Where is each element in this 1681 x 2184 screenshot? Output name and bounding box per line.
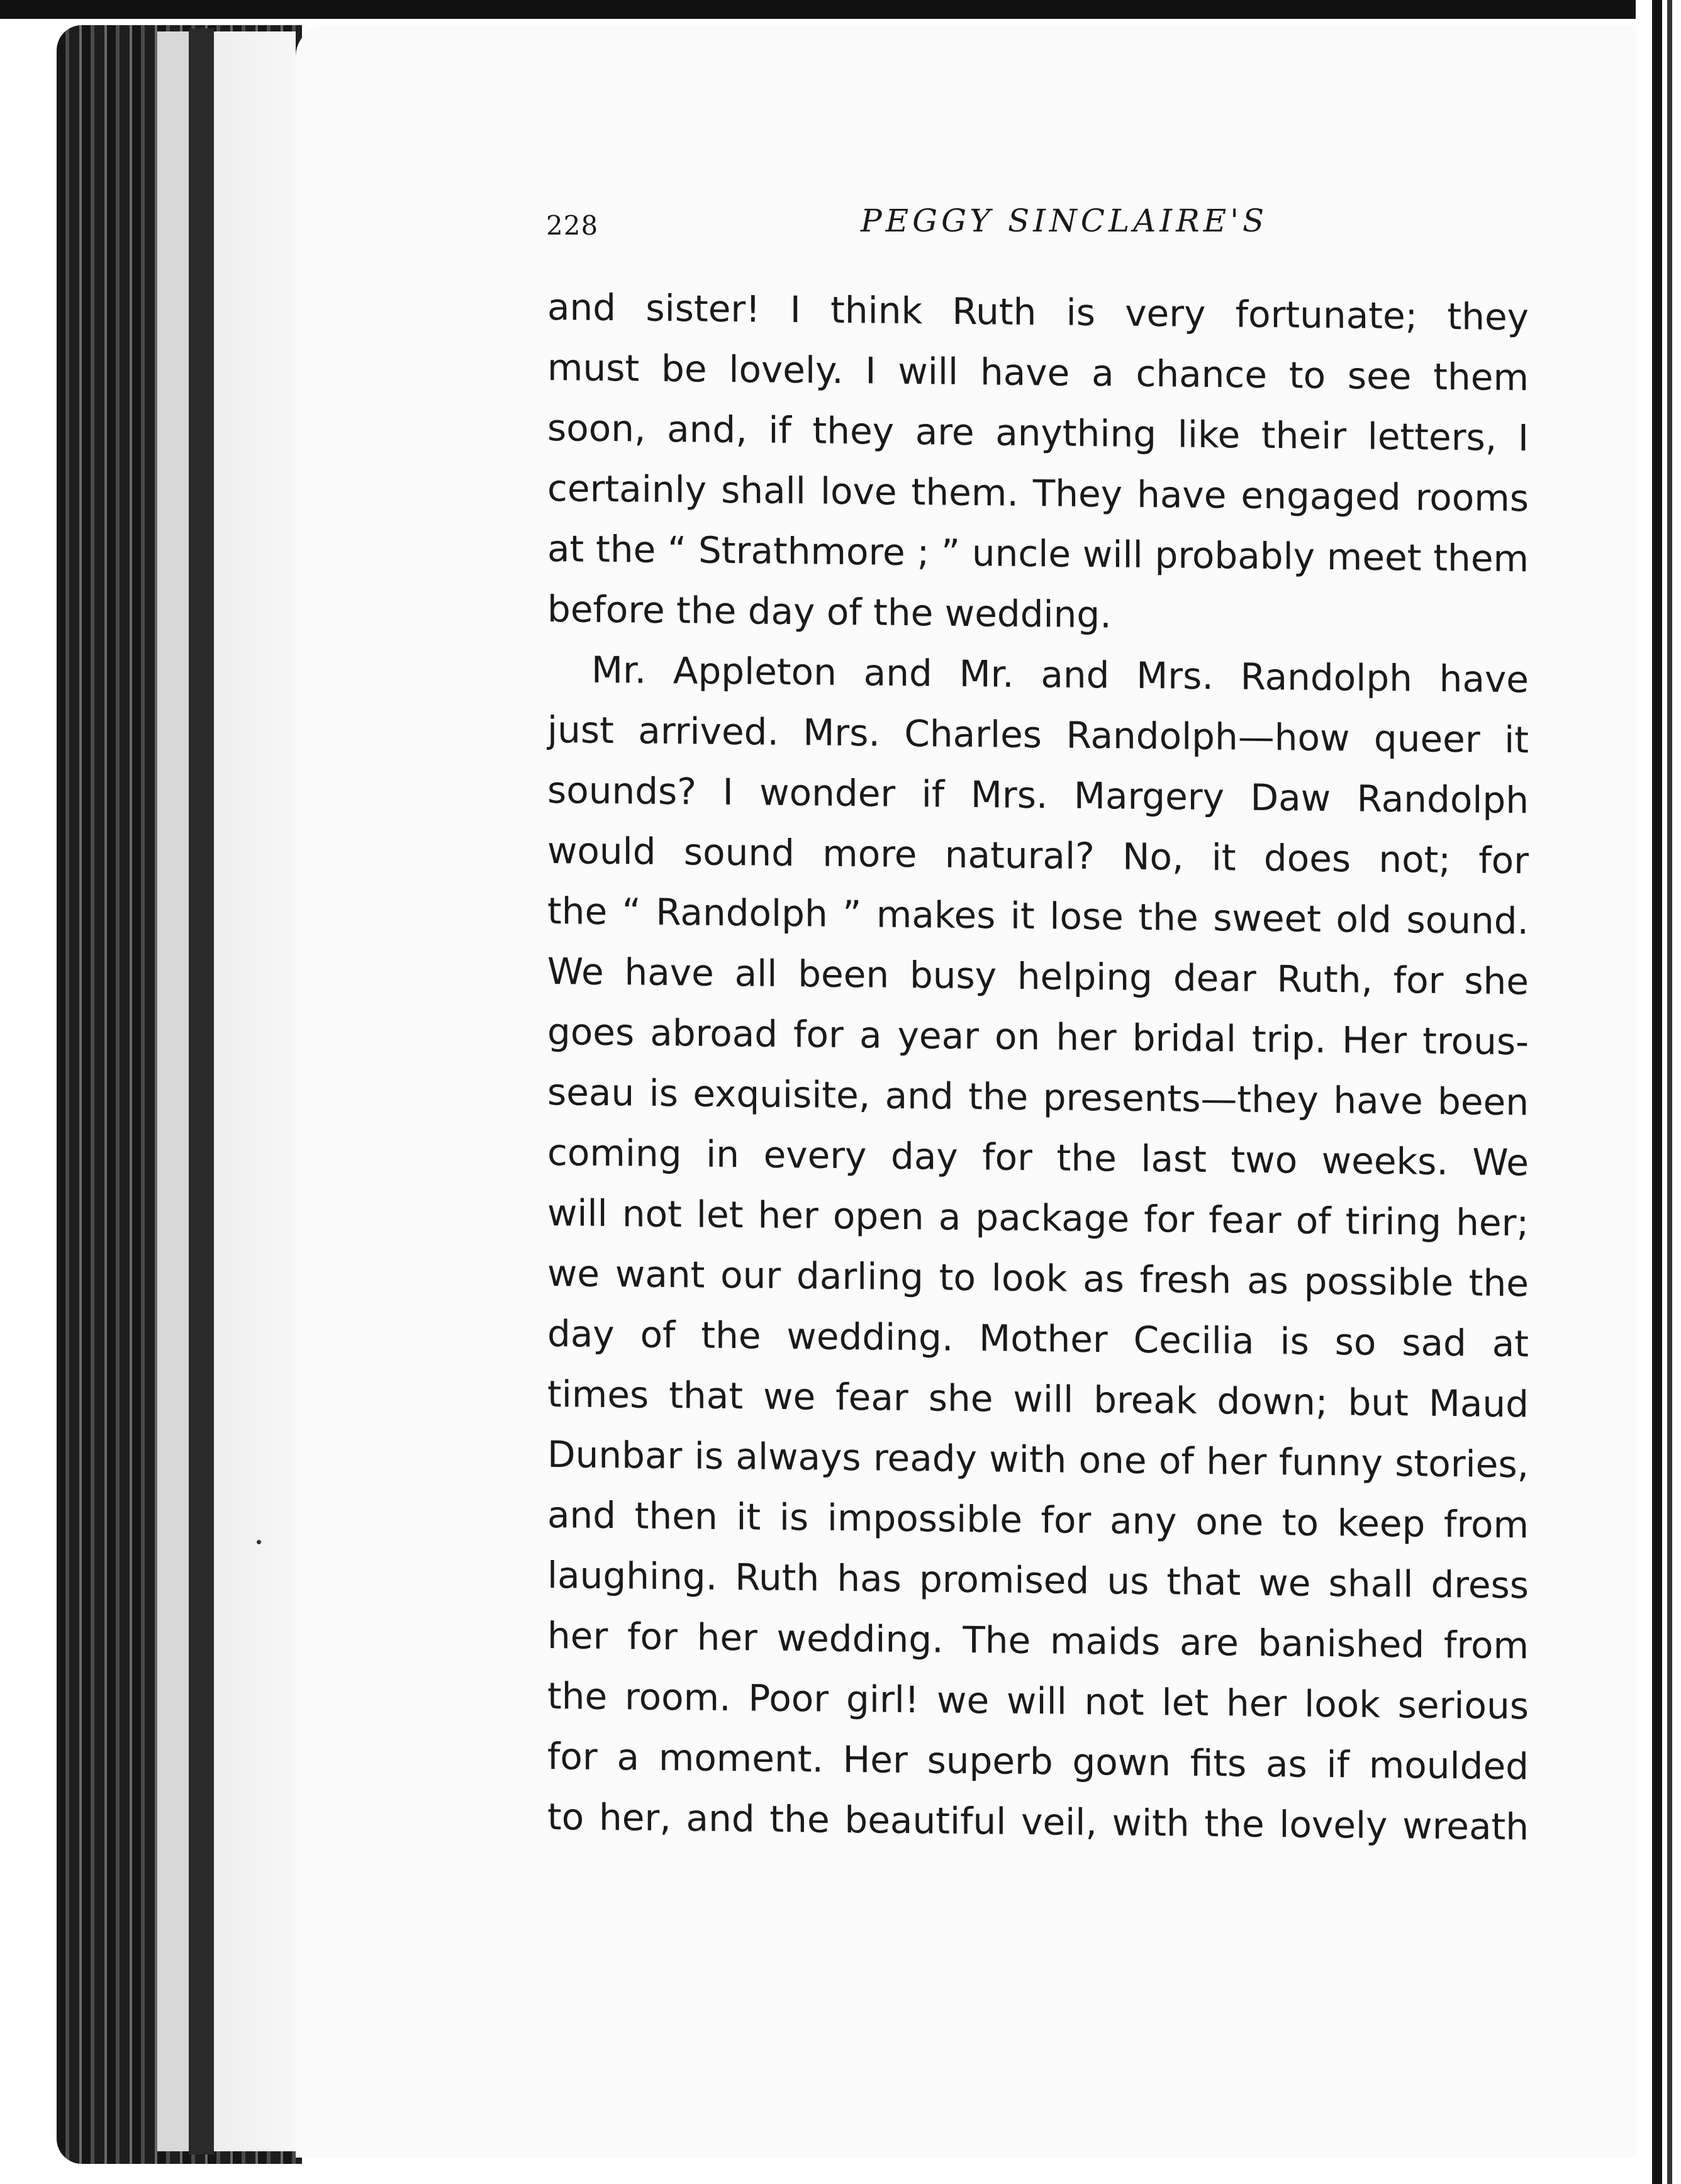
text-line: and then it is impossible for any one to keep from: [547, 1493, 1529, 1547]
page-number: 228: [546, 210, 599, 241]
text-line: goes abroad for a year on her bridal trip. Her trous-: [547, 1010, 1529, 1064]
text-line: coming in every day for the last two weeks. We: [547, 1131, 1529, 1184]
scanner-border: [0, 0, 1681, 19]
text-line: to her, and the beautiful veil, with the lovely wreath: [547, 1795, 1529, 1849]
text-line: we want our darling to look as fresh as possible the: [547, 1252, 1529, 1305]
text-line: We have all been busy helping dear Ruth, for she: [547, 950, 1529, 1003]
text-line: day of the wedding. Mother Cecilia is so sad at: [547, 1312, 1529, 1366]
text-line: Mr. Appleton and Mr. and Mrs. Randolph have: [591, 648, 1529, 701]
text-line: sounds? I wonder if Mrs. Margery Daw Randolph: [547, 769, 1529, 822]
text-line: must be lovely. I will have a chance to see them: [547, 346, 1529, 399]
scan-speck: [257, 1540, 261, 1544]
text-line: seau is exquisite, and the presents—they have been: [547, 1071, 1529, 1124]
binding-edge: [1667, 0, 1672, 2184]
body-text: [547, 277, 1541, 1858]
text-line: at the “ Strathmore ; ” uncle will probably meet them: [547, 527, 1529, 581]
text-line: laughing. Ruth has promised us that we shall dress: [547, 1554, 1529, 1607]
text-line: would sound more natural? No, it does not; for: [547, 829, 1529, 883]
text-line: will not let her open a package for fear of tiring her;: [547, 1191, 1529, 1245]
text-line: times that we fear she will break down; but Maud: [547, 1373, 1529, 1426]
book-page-edges: [214, 31, 296, 2151]
text-line: and sister! I think Ruth is very fortunate; they: [547, 286, 1529, 339]
text-line: soon, and, if they are anything like their letters, I: [547, 406, 1529, 460]
text-line: just arrived. Mrs. Charles Randolph—how queer it: [547, 708, 1529, 762]
text-line: the room. Poor girl! we will not let her look serious: [547, 1674, 1529, 1728]
text-line: Dunbar is always ready with one of her funny stories,: [547, 1433, 1529, 1486]
book-page-edges: [189, 28, 214, 2154]
page-header: [546, 203, 1288, 253]
running-head: PEGGY SINCLAIRE'S: [861, 203, 1268, 239]
text-line: the “ Randolph ” makes it lose the sweet old sound.: [547, 889, 1529, 943]
binding-edge: [1652, 0, 1662, 2184]
text-line: her for her wedding. The maids are banished from: [547, 1614, 1529, 1668]
text-line: for a moment. Her superb gown fits as if moulded: [547, 1735, 1529, 1788]
text-line: certainly shall love them. They have engaged rooms: [547, 467, 1529, 520]
text-line: before the day of the wedding.: [547, 588, 1112, 637]
